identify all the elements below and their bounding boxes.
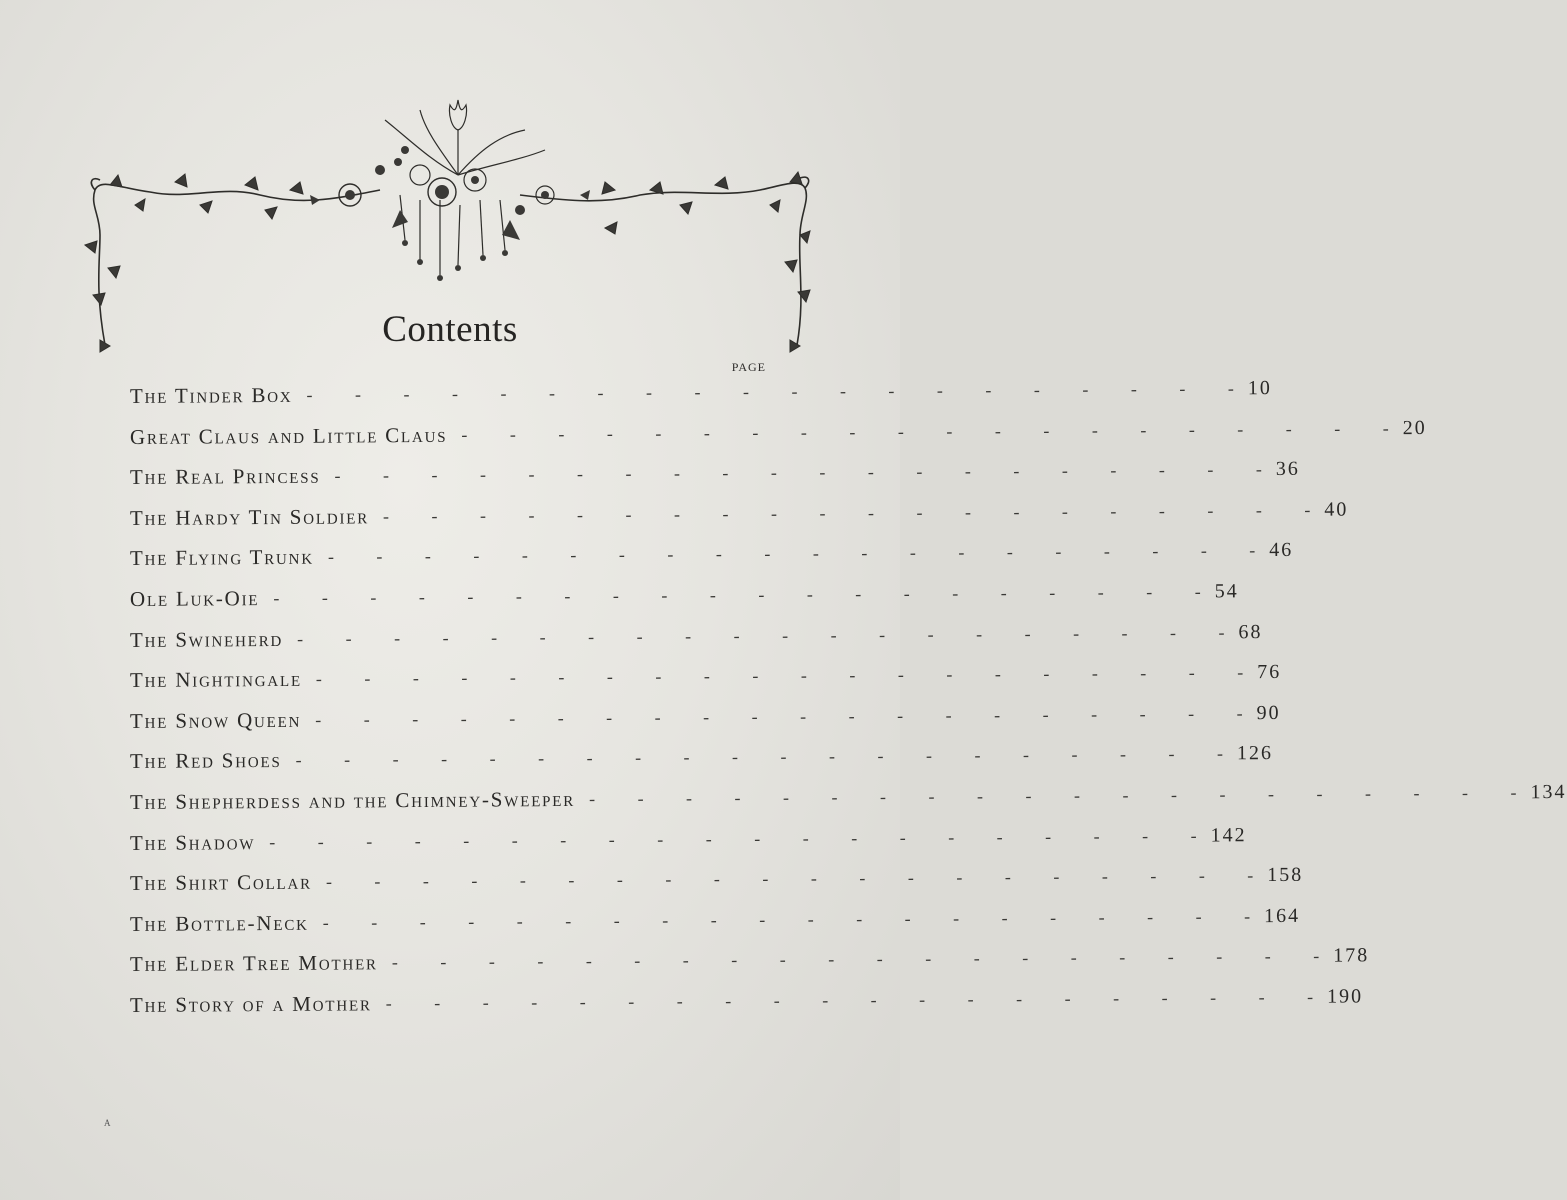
toc-entry-page: 10 xyxy=(1247,376,1272,399)
toc-entry-title: The Shirt Collar xyxy=(129,869,312,895)
toc-entry[interactable] xyxy=(129,412,1427,457)
toc-entry-title: The Shepherdess and the Chimney-Sweeper xyxy=(129,786,576,814)
toc-entry[interactable] xyxy=(129,940,1370,985)
signature-mark: A xyxy=(104,1118,111,1128)
toc-entry-title: The Elder Tree Mother xyxy=(129,950,378,977)
toc-entry[interactable] xyxy=(129,859,1304,904)
toc-entry[interactable] xyxy=(129,818,1247,863)
toc-entry-page: 164 xyxy=(1264,904,1301,927)
toc-entry-title: The Red Shoes xyxy=(129,748,282,774)
toc-entry[interactable] xyxy=(129,656,1282,701)
toc-entry-page: 142 xyxy=(1210,823,1247,846)
dot-leader: - - - - - - - - - - - - - - - - - - - - xyxy=(385,986,1314,1013)
dot-leader: - - - - - - - - - - - - - - - - - - - - xyxy=(306,378,1234,405)
toc-entry-title: The Tinder Box xyxy=(129,382,293,408)
toc-entry-title: The Hardy Tin Soldier xyxy=(129,503,370,530)
dot-leader: - - - - - - - - - - - - - - - - - - - - xyxy=(334,459,1262,486)
toc-entry-title: The Snow Queen xyxy=(129,707,302,733)
toc-entry-title: The Nightingale xyxy=(129,666,302,692)
toc-entry-page: 68 xyxy=(1238,620,1263,643)
toc-entry-page: 36 xyxy=(1275,457,1300,480)
toc-entry-page: 178 xyxy=(1333,944,1370,967)
page-title: Contents xyxy=(382,309,518,350)
dot-leader: - - - - - - - - - - - - - - - - - - - - xyxy=(297,621,1225,649)
toc-entry[interactable] xyxy=(129,899,1301,944)
dot-leader: - - - - - - - - - - - - - - - - - - - - xyxy=(322,905,1251,933)
dot-leader: - - - - - - - - - - - - - - - - - - - - xyxy=(325,865,1254,892)
toc-entry-title: Ole Luk-Oie xyxy=(129,585,260,611)
toc-entry-page: 134 xyxy=(1530,780,1567,803)
dot-leader: - - - - - - - - - - - - - - - - - - - - xyxy=(273,581,1201,608)
toc-entry-page: 190 xyxy=(1326,985,1364,1008)
toc-entry[interactable] xyxy=(129,696,1281,741)
toc-entry[interactable] xyxy=(129,371,1272,416)
dot-leader: - - - - - - - - - - - - - - - - - - - - xyxy=(295,743,1224,770)
toc-entry[interactable] xyxy=(129,493,1349,538)
dot-leader: - - - - - - - - - - - - - - - - - - - - xyxy=(315,662,1244,689)
toc-entry-page: 54 xyxy=(1214,580,1239,603)
toc-entry[interactable] xyxy=(129,534,1294,579)
toc-entry[interactable] xyxy=(129,737,1274,782)
dot-leader: - - - - - - - - - - - - - - - - - - - - xyxy=(391,945,1320,973)
toc-entry-page: 46 xyxy=(1269,539,1294,562)
dot-leader: - - - - - - - - - - - - - - - - - - - - xyxy=(269,824,1197,852)
toc-entry-page: 20 xyxy=(1402,416,1427,439)
toc-entry[interactable] xyxy=(129,453,1300,498)
toc-entry[interactable] xyxy=(129,574,1239,619)
toc-entry-page: 126 xyxy=(1236,742,1274,765)
toc-entry-page: 90 xyxy=(1256,701,1281,724)
toc-entry-title: The Swineherd xyxy=(129,626,284,652)
page-column-label: PAGE xyxy=(731,360,766,374)
toc-entry-title: The Story of a Mother xyxy=(129,991,372,1017)
toc-entry-page: 158 xyxy=(1267,863,1304,886)
toc-entry[interactable] xyxy=(129,777,1567,822)
dot-leader: - - - - - - - - - - - - - - - - - - - - xyxy=(327,540,1256,567)
toc-entry-title: Great Claus and Little Claus xyxy=(129,422,448,449)
dot-leader: - - - - - - - - - - - - - - - - - - - - xyxy=(382,499,1311,526)
toc-entry-title: The Shadow xyxy=(129,829,256,855)
toc-entry-title: The Flying Trunk xyxy=(129,544,314,571)
toc-entry[interactable] xyxy=(129,615,1263,660)
toc-entry-page: 40 xyxy=(1324,498,1349,521)
toc-entry-title: The Real Princess xyxy=(129,463,321,489)
toc-entry-title: The Bottle-Neck xyxy=(129,910,309,936)
toc-entry-page: 76 xyxy=(1257,660,1282,684)
table-of-contents xyxy=(129,376,1567,1026)
toc-entry[interactable] xyxy=(129,980,1364,1025)
dot-leader: - - - - - - - - - - - - - - - - - - - - xyxy=(461,417,1389,445)
dot-leader: - - - - - - - - - - - - - - - - - - - - xyxy=(588,782,1517,809)
dot-leader: - - - - - - - - - - - - - - - - - - - - xyxy=(315,702,1243,730)
